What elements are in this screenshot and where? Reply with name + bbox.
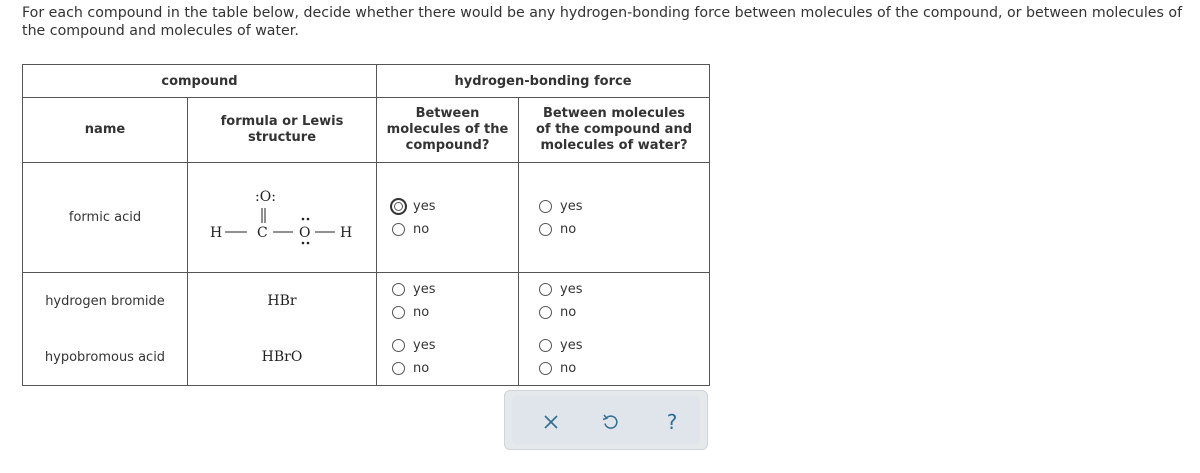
yes-option[interactable]: [539, 278, 709, 301]
between-water-options: [519, 329, 710, 386]
yes-option[interactable]: [392, 195, 518, 218]
no-option[interactable]: [392, 218, 518, 241]
option-label: yes: [413, 282, 436, 297]
option-label: yes: [413, 338, 436, 353]
help-button[interactable]: [656, 406, 688, 438]
compound-formula: HBr: [188, 273, 377, 330]
help-icon: ?: [666, 410, 678, 434]
undo-button[interactable]: [594, 406, 626, 438]
option-label: no: [413, 221, 430, 237]
radio-button[interactable]: [392, 339, 405, 352]
option-label: no: [560, 305, 577, 320]
option-label: yes: [560, 338, 583, 353]
hydrogen-bonding-header: hydrogen-bonding force: [377, 65, 710, 98]
table-row: [23, 163, 710, 273]
answer-toolbar: [504, 390, 708, 450]
compound-header: compound: [23, 65, 377, 98]
compound-formula: HBrO: [188, 329, 377, 386]
radio-button[interactable]: [539, 362, 552, 375]
radio-button[interactable]: [539, 339, 552, 352]
radio-button[interactable]: [392, 223, 405, 236]
between-compound-options: [377, 329, 519, 386]
radio-button[interactable]: [392, 283, 405, 296]
between-compound-options: [377, 163, 519, 273]
hydrogen-bonding-table: [22, 64, 710, 386]
yes-option[interactable]: [539, 195, 709, 218]
formic-acid-lewis-structure: [207, 178, 357, 258]
between-compound-column-header: Between molecules of the compound?: [377, 98, 519, 163]
radio-button[interactable]: [539, 200, 552, 213]
toolbar-panel: [512, 396, 700, 444]
compound-name: hypobromous acid: [23, 329, 188, 386]
radio-button[interactable]: [392, 306, 405, 319]
radio-button[interactable]: [539, 306, 552, 319]
option-label: no: [560, 361, 577, 376]
yes-option[interactable]: [392, 334, 518, 357]
radio-button[interactable]: [392, 362, 405, 375]
option-label: yes: [560, 198, 583, 214]
no-option[interactable]: [539, 357, 709, 380]
option-label: no: [560, 221, 577, 237]
lewis-o-mid: O: [299, 224, 311, 241]
question-prompt: For each compound in the table below, decide whether there would be any hydrogen-bonding force between molecules of the compound, or between molecules of the compound and molecules of water.: [22, 5, 1183, 39]
no-option[interactable]: [539, 218, 709, 241]
option-label: no: [413, 305, 430, 320]
option-label: no: [413, 361, 430, 376]
lewis-o-top: :O:: [255, 188, 276, 205]
formula-column-header: formula or Lewis structure: [188, 98, 377, 163]
name-column-header: name: [23, 98, 188, 163]
lewis-c: C: [257, 224, 268, 241]
lewis-h-right: H: [340, 224, 353, 241]
no-option[interactable]: [539, 301, 709, 324]
between-water-options: [519, 273, 710, 330]
compound-name: formic acid: [23, 163, 188, 273]
yes-option[interactable]: [392, 278, 518, 301]
between-compound-options: [377, 273, 519, 330]
no-option[interactable]: [392, 357, 518, 380]
radio-button[interactable]: [539, 223, 552, 236]
no-option[interactable]: [392, 301, 518, 324]
radio-button[interactable]: [539, 283, 552, 296]
option-label: yes: [560, 282, 583, 297]
compound-name: hydrogen bromide: [23, 273, 188, 330]
table-row: [23, 329, 710, 386]
lewis-h-left: H: [210, 224, 223, 241]
lewis-structure: [188, 163, 377, 273]
option-label: yes: [413, 198, 436, 214]
undo-icon: [601, 413, 619, 431]
table-row: [23, 273, 710, 330]
radio-button[interactable]: [390, 198, 407, 215]
x-icon: [543, 414, 559, 430]
close-button[interactable]: [535, 406, 567, 438]
between-water-options: [519, 163, 710, 273]
between-water-column-header: Between molecules of the compound and molecules of water?: [519, 98, 710, 163]
yes-option[interactable]: [539, 334, 709, 357]
